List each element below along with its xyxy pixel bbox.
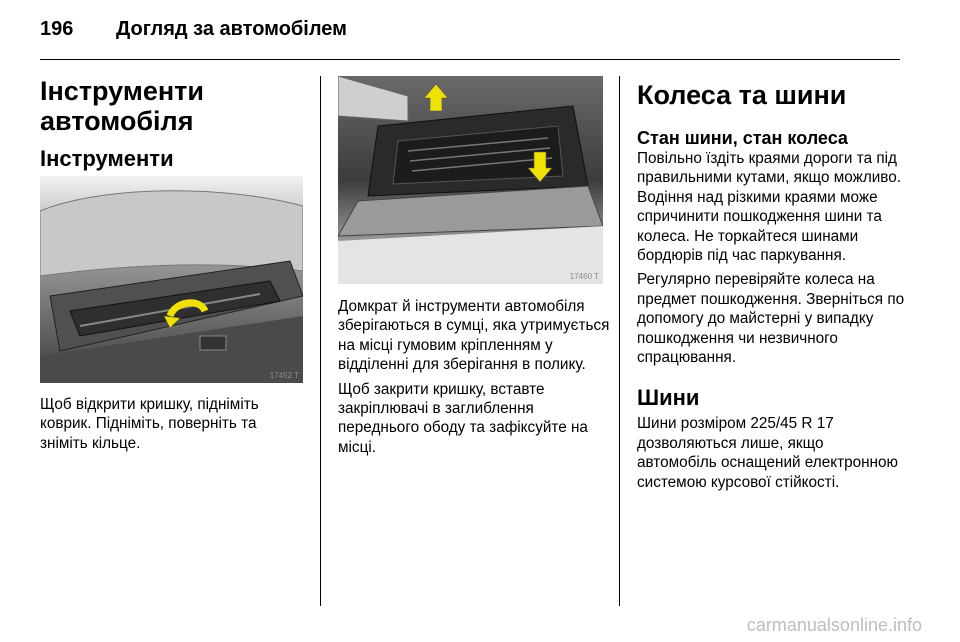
subheading-tires: Шини xyxy=(637,385,700,411)
chapter-title: Догляд за автомобілем xyxy=(116,18,347,40)
subheading-tools: Інструменти xyxy=(40,146,174,171)
page-header xyxy=(40,18,347,41)
section-heading-wheels: Колеса та шини xyxy=(637,80,847,110)
column-3 xyxy=(637,80,905,492)
column-divider-1 xyxy=(320,76,321,606)
column-1-text xyxy=(40,395,305,453)
header-rule xyxy=(40,59,900,60)
column-divider-2 xyxy=(619,76,620,606)
trunk-tools-illustration xyxy=(40,176,303,383)
column-1 xyxy=(40,76,305,172)
tire-condition-paragraph: Повільно їздіть краями дороги та під правильними кутами, якщо можливо. Водіння над різкими краями може спричинити пошкодження шини та колеса. Не торкайтеся шинами бордюрів під час паркування. xyxy=(637,150,901,265)
cover-close-paragraph: Щоб закрити кришку, вставте закріплювачі в заглиблення переднього ободу та зафіксуйте на місці. xyxy=(338,380,588,456)
figure-trunk-tools xyxy=(40,176,303,383)
wheel-check-paragraph: Регулярно перевіряйте колеса на предмет пошкодження. Зверніться по допомогу до майстерні у випадку пошкодження чи незвичного спрацювання. xyxy=(637,271,905,367)
page-number: 196 xyxy=(40,18,74,40)
figure-number: 17460 T xyxy=(569,272,599,281)
watermark: carmanualsonline.info xyxy=(746,615,922,635)
section-heading-tools: Інструменти автомобіля xyxy=(40,76,204,136)
figure-number: 17452 T xyxy=(269,371,299,380)
tire-size-paragraph: Шини розміром 225/45 R 17 дозволяються лише, якщо автомобіль оснащений електронною системою курсової стійкості. xyxy=(637,415,898,491)
subheading-tire-condition: Стан шини, стан колеса xyxy=(637,128,848,148)
tools-storage-paragraph: Домкрат й інструменти автомобіля зберігаються в сумці, яка утримується на місці гумовим кріпленням у відділенні для зберігання в полику. xyxy=(338,298,610,374)
tools-bag-illustration xyxy=(338,76,603,284)
figure-tools-bag xyxy=(338,76,603,284)
tools-open-instructions: Щоб відкрити кришку, підніміть коврик. Підніміть, поверніть та зніміть кільце. xyxy=(40,396,259,452)
column-2-text xyxy=(338,297,610,457)
